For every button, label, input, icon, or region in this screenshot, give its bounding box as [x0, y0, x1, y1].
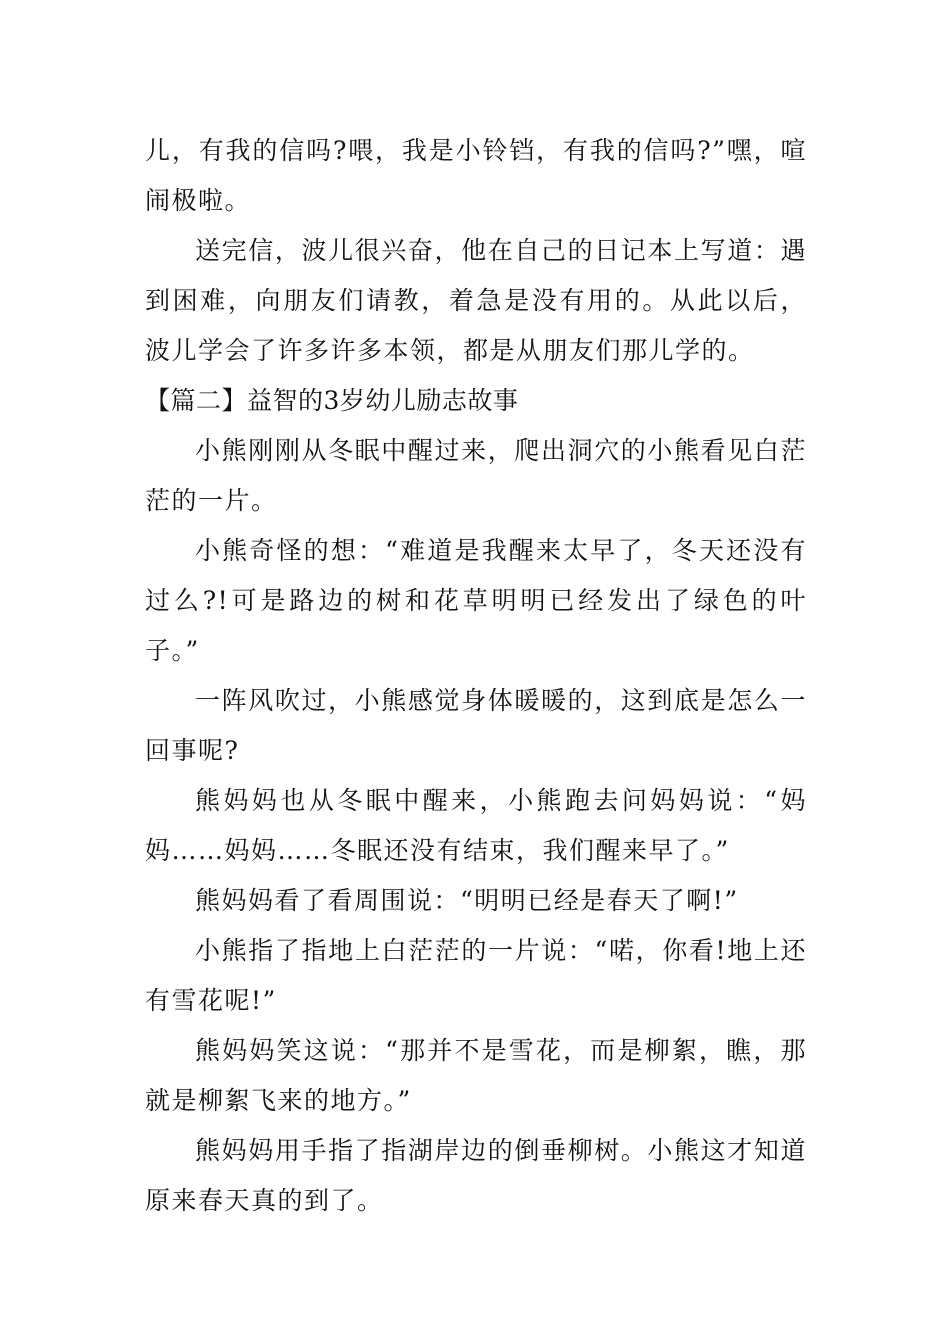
paragraph-diary: 送完信，波儿很兴奋，他在自己的日记本上写道：遇到困难，向朋友们请教，着急是没有用的。从此以后，波儿学会了许多许多本领，都是从朋友们那儿学的。	[145, 236, 807, 365]
story-paragraph: 熊妈妈用手指了指湖岸边的倒垂柳树。小熊这才知道原来春天真的到了。	[145, 1136, 807, 1215]
paragraph-continuation: 儿，有我的信吗?喂，我是小铃铛，有我的信吗?”嘿，喧闹极啦。	[145, 136, 807, 215]
story-paragraph: 熊妈妈也从冬眠中醒来，小熊跑去问妈妈说：“妈妈……妈妈……冬眠还没有结束，我们醒来早了。”	[145, 786, 807, 865]
story-paragraph: 小熊奇怪的想：“难道是我醒来太早了，冬天还没有过么?!可是路边的树和花草明明已经发出了绿色的叶子。”	[145, 536, 807, 665]
story-paragraph: 小熊指了指地上白茫茫的一片说：“喏，你看!地上还有雪花呢!”	[145, 936, 807, 1015]
story-paragraph: 小熊刚刚从冬眠中醒过来，爬出洞穴的小熊看见白茫茫的一片。	[145, 436, 807, 515]
story-paragraph: 一阵风吹过，小熊感觉身体暖暖的，这到底是怎么一回事呢?	[145, 686, 807, 765]
section-heading: 【篇二】益智的3岁幼儿励志故事	[145, 386, 519, 415]
story-paragraph: 熊妈妈看了看周围说：“明明已经是春天了啊!”	[195, 886, 739, 915]
document-body	[145, 126, 807, 1226]
story-paragraph: 熊妈妈笑这说：“那并不是雪花，而是柳絮，瞧，那就是柳絮飞来的地方。”	[145, 1036, 807, 1115]
